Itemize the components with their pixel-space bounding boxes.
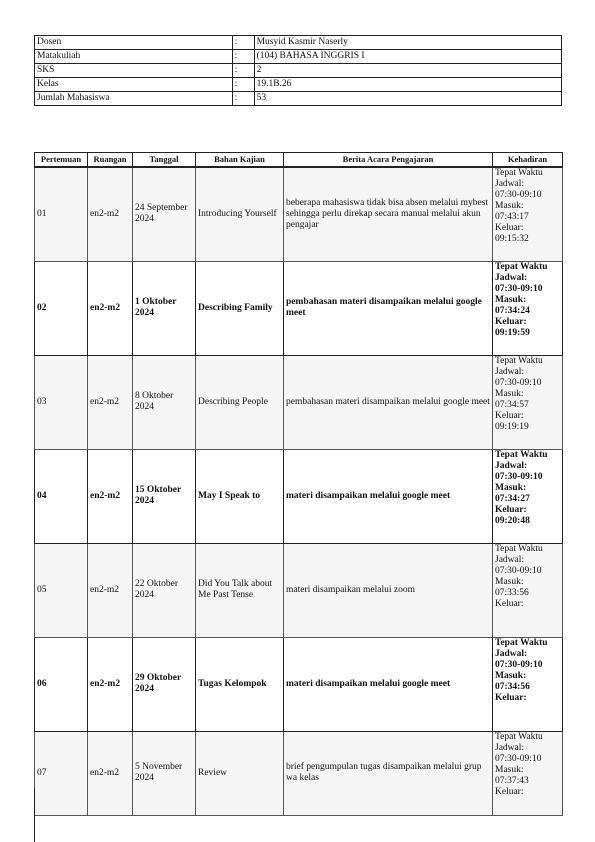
- attendance-line: Keluar:: [495, 410, 524, 421]
- header-topic: Bahan Kajian: [196, 153, 284, 168]
- cell-meeting: 04: [35, 449, 88, 543]
- cell-meeting: 05: [35, 543, 88, 637]
- info-value: 2: [254, 64, 561, 78]
- attendance-line: Keluar:: [495, 316, 527, 327]
- attendance-line: 07:30-09:10: [495, 659, 543, 670]
- attendance-line: Tepat Waktu: [495, 449, 548, 460]
- cell-date: 5 November 2024: [133, 731, 196, 815]
- info-row-lecturer: [35, 36, 562, 50]
- cell-date: 8 Oktober 2024: [133, 355, 196, 449]
- info-label: SKS: [35, 64, 233, 78]
- info-colon: :: [232, 50, 254, 64]
- info-value: 19.1B.26: [254, 78, 561, 92]
- attendance-line: Tepat Waktu: [495, 261, 548, 272]
- info-row-class: [35, 78, 562, 92]
- cell-attendance: [493, 543, 563, 637]
- attendance-line: 09:19:59: [495, 327, 530, 338]
- attendance-line: Keluar:: [495, 598, 524, 609]
- table-body: [35, 167, 563, 815]
- attendance-line: 07:34:24: [495, 305, 530, 316]
- info-colon: :: [232, 78, 254, 92]
- info-row-students: [35, 92, 562, 106]
- info-label: Kelas: [35, 78, 233, 92]
- header-room: Ruangan: [88, 153, 133, 168]
- header-report: Berita Acara Pengajaran: [284, 153, 493, 168]
- attendance-line: 07:33:56: [495, 587, 529, 598]
- table-row: [35, 449, 563, 543]
- attendance-line: Keluar:: [495, 504, 527, 515]
- attendance-line: Masuk:: [495, 670, 527, 681]
- header-date: Tanggal: [133, 153, 196, 168]
- attendance-line: 07:34:57: [495, 399, 529, 410]
- attendance-line: Jadwal:: [495, 366, 525, 377]
- cell-attendance: [493, 731, 563, 815]
- attendance-line: Tepat Waktu: [495, 637, 548, 648]
- attendance-line: 07:30-09:10: [495, 190, 542, 200]
- attendance-line: 07:30-09:10: [495, 377, 542, 388]
- header-attendance: Kehadiran: [493, 153, 563, 168]
- cell-date: 22 Oktober 2024: [133, 543, 196, 637]
- cell-date: 15 Oktober 2024: [133, 449, 196, 543]
- cell-report: pembahasan materi disampaikan melalui google meet: [284, 261, 493, 355]
- table-row: [35, 543, 563, 637]
- attendance-line: Keluar:: [495, 692, 527, 703]
- attendance-line: Jadwal:: [495, 460, 528, 471]
- cell-topic: Did You Talk about Me Past Tense: [196, 543, 284, 637]
- attendance-line: 07:30-09:10: [495, 565, 542, 576]
- attendance-line: 07:30-09:10: [495, 471, 543, 482]
- table-row: [35, 637, 563, 731]
- info-label: Dosen: [35, 36, 233, 50]
- cell-report: materi disampaikan melalui google meet: [284, 637, 493, 731]
- cell-room: en2-m2: [88, 261, 133, 355]
- info-colon: :: [232, 36, 254, 50]
- cell-room: en2-m2: [88, 167, 133, 261]
- attendance-line: Jadwal:: [495, 742, 525, 753]
- info-label: Jumlah Mahasiswa: [35, 92, 233, 106]
- attendance-line: Tepat Waktu: [495, 355, 543, 366]
- table-header-row: [35, 153, 563, 168]
- attendance-line: Masuk:: [495, 294, 527, 305]
- table-row: [35, 355, 563, 449]
- cell-report: beberapa mahasiswa tidak bisa absen melalui mybest sehingga perlu direkap secara manual melalui akun pengajar: [284, 167, 493, 261]
- attendance-line: Tepat Waktu: [495, 168, 543, 178]
- info-colon: :: [232, 92, 254, 106]
- cell-topic: Introducing Yourself: [196, 167, 284, 261]
- cell-meeting: 06: [35, 637, 88, 731]
- attendance-line: 07:37:43: [495, 775, 529, 786]
- cell-date: 29 Oktober 2024: [133, 637, 196, 731]
- info-value: Musyid Kasmir Naserly: [254, 36, 561, 50]
- attendance-line: 09:19:19: [495, 421, 529, 432]
- cell-report: materi disampaikan melalui google meet: [284, 449, 493, 543]
- attendance-line: Masuk:: [495, 576, 524, 587]
- info-value: (104) BAHASA INGGRIS I: [254, 50, 561, 64]
- cell-date: 24 September 2024: [133, 167, 196, 261]
- cell-attendance: [493, 637, 563, 731]
- attendance-line: Masuk:: [495, 201, 524, 211]
- cell-room: en2-m2: [88, 731, 133, 815]
- attendance-line: 07:34:56: [495, 681, 530, 692]
- cell-meeting: 07: [35, 731, 88, 815]
- info-value: 53: [254, 92, 561, 106]
- attendance-line: 09:15:32: [495, 234, 529, 244]
- teaching-log-table: [34, 152, 563, 816]
- cell-room: en2-m2: [88, 449, 133, 543]
- cell-room: en2-m2: [88, 543, 133, 637]
- cell-topic: Describing People: [196, 355, 284, 449]
- cell-report: materi disampaikan melalui zoom: [284, 543, 493, 637]
- attendance-line: Tepat Waktu: [495, 731, 543, 742]
- cell-attendance: [493, 167, 563, 261]
- cell-attendance: [493, 355, 563, 449]
- cell-meeting: 03: [35, 355, 88, 449]
- info-row-credits: [35, 64, 562, 78]
- attendance-line: Keluar:: [495, 786, 524, 797]
- attendance-line: 07:30-09:10: [495, 753, 542, 764]
- cell-topic: Describing Family: [196, 261, 284, 355]
- attendance-line: Masuk:: [495, 388, 524, 399]
- cell-report: brief pengumpulan tugas disampaikan melalui grup wa kelas: [284, 731, 493, 815]
- info-label: Matakuliah: [35, 50, 233, 64]
- table-row: [35, 731, 563, 815]
- cell-attendance: [493, 449, 563, 543]
- attendance-line: Masuk:: [495, 764, 524, 775]
- course-info-table: [34, 35, 562, 106]
- attendance-line: Keluar:: [495, 223, 524, 233]
- cell-report: pembahasan materi disampaikan melalui google meet: [284, 355, 493, 449]
- info-row-course: [35, 50, 562, 64]
- attendance-line: Jadwal:: [495, 179, 525, 189]
- attendance-line: Jadwal:: [495, 648, 528, 659]
- attendance-line: Tepat Waktu: [495, 543, 543, 554]
- cell-topic: Tugas Kelompok: [196, 637, 284, 731]
- attendance-line: 07:30-09:10: [495, 283, 543, 294]
- header-meeting: Pertemuan: [35, 153, 88, 168]
- cell-topic: May I Speak to: [196, 449, 284, 543]
- attendance-line: Masuk:: [495, 482, 527, 493]
- cell-attendance: [493, 261, 563, 355]
- attendance-line: Jadwal:: [495, 554, 525, 565]
- table-row: [35, 167, 563, 261]
- attendance-line: 07:43:17: [495, 212, 529, 222]
- cell-meeting: 01: [35, 167, 88, 261]
- attendance-line: 09:20:48: [495, 515, 530, 526]
- cell-meeting: 02: [35, 261, 88, 355]
- table-continuation-line: [34, 788, 35, 842]
- table-row: [35, 261, 563, 355]
- cell-room: en2-m2: [88, 637, 133, 731]
- info-colon: :: [232, 64, 254, 78]
- attendance-line: 07:34:27: [495, 493, 530, 504]
- cell-room: en2-m2: [88, 355, 133, 449]
- cell-date: 1 Oktober 2024: [133, 261, 196, 355]
- cell-topic: Review: [196, 731, 284, 815]
- attendance-line: Jadwal:: [495, 272, 528, 283]
